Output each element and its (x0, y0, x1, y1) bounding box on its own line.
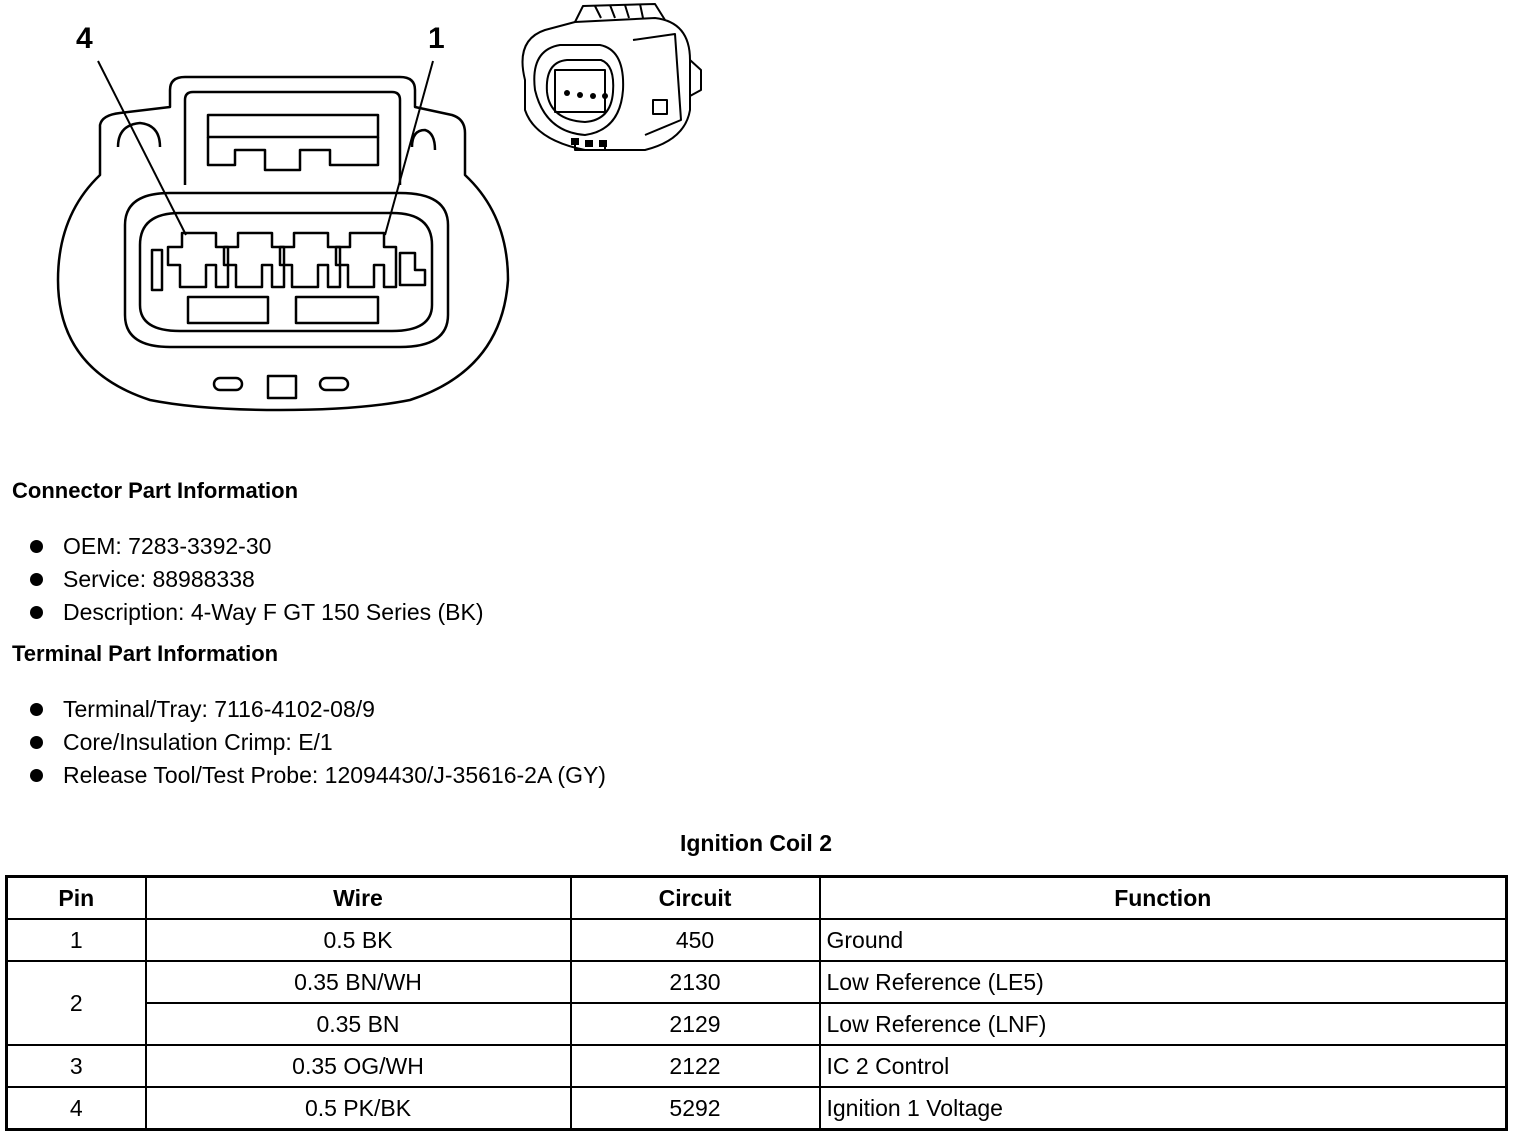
cell-circuit: 5292 (571, 1087, 820, 1130)
table-row (7, 1045, 1507, 1087)
bullet-icon (30, 573, 43, 586)
header-function: Function (820, 877, 1507, 920)
list-item: Core/Insulation Crimp: E/1 (28, 726, 606, 759)
pinout-table (5, 875, 1508, 1131)
cell-wire: 0.35 BN/WH (146, 961, 571, 1003)
bullet-icon (30, 736, 43, 749)
cell-function: IC 2 Control (820, 1045, 1507, 1087)
terminal-info-list (28, 693, 606, 792)
cell-function: Ground (820, 919, 1507, 961)
cell-function: Ignition 1 Voltage (820, 1087, 1507, 1130)
connector-face-diagram (40, 15, 520, 415)
terminal-cavities (152, 233, 425, 290)
pin-1-callout: 1 (428, 22, 445, 55)
table-row (7, 961, 1507, 1003)
pin-4-leader (98, 61, 186, 235)
connector-info-list (28, 530, 484, 629)
list-item: Release Tool/Test Probe: 12094430/J-35616-2A (GY) (28, 759, 606, 792)
terminal-section-title: Terminal Part Information (12, 641, 279, 666)
cell-function: Low Reference (LE5) (820, 961, 1507, 1003)
cell-circuit: 2122 (571, 1045, 820, 1087)
pin-4-callout: 4 (76, 22, 93, 55)
bullet-icon (30, 703, 43, 716)
connector-isometric-diagram (505, 0, 715, 165)
table-header-row (7, 877, 1507, 920)
cell-circuit: 2129 (571, 1003, 820, 1045)
cell-wire: 0.5 PK/BK (146, 1087, 571, 1130)
header-wire: Wire (146, 877, 571, 920)
pin-1-leader (385, 61, 433, 235)
list-item: Description: 4-Way F GT 150 Series (BK) (28, 596, 484, 629)
bullet-icon (30, 606, 43, 619)
cell-pin: 4 (7, 1087, 146, 1130)
cell-function: Low Reference (LNF) (820, 1003, 1507, 1045)
cell-wire: 0.35 BN (146, 1003, 571, 1045)
connector-section-title: Connector Part Information (12, 478, 299, 503)
table-title: Ignition Coil 2 (679, 830, 833, 856)
table-row (7, 919, 1507, 961)
table-row (7, 1003, 1507, 1045)
list-item: Service: 88988338 (28, 563, 484, 596)
cell-circuit: 450 (571, 919, 820, 961)
cell-circuit: 2130 (571, 961, 820, 1003)
header-circuit: Circuit (571, 877, 820, 920)
cell-wire: 0.35 OG/WH (146, 1045, 571, 1087)
header-pin: Pin (7, 877, 146, 920)
cell-pin: 1 (7, 919, 146, 961)
bullet-icon (30, 540, 43, 553)
table-row (7, 1087, 1507, 1130)
cell-wire: 0.5 BK (146, 919, 571, 961)
cell-pin: 2 (7, 961, 146, 1045)
list-item: OEM: 7283-3392-30 (28, 530, 484, 563)
bullet-icon (30, 769, 43, 782)
list-item: Terminal/Tray: 7116-4102-08/9 (28, 693, 606, 726)
cell-pin: 3 (7, 1045, 146, 1087)
